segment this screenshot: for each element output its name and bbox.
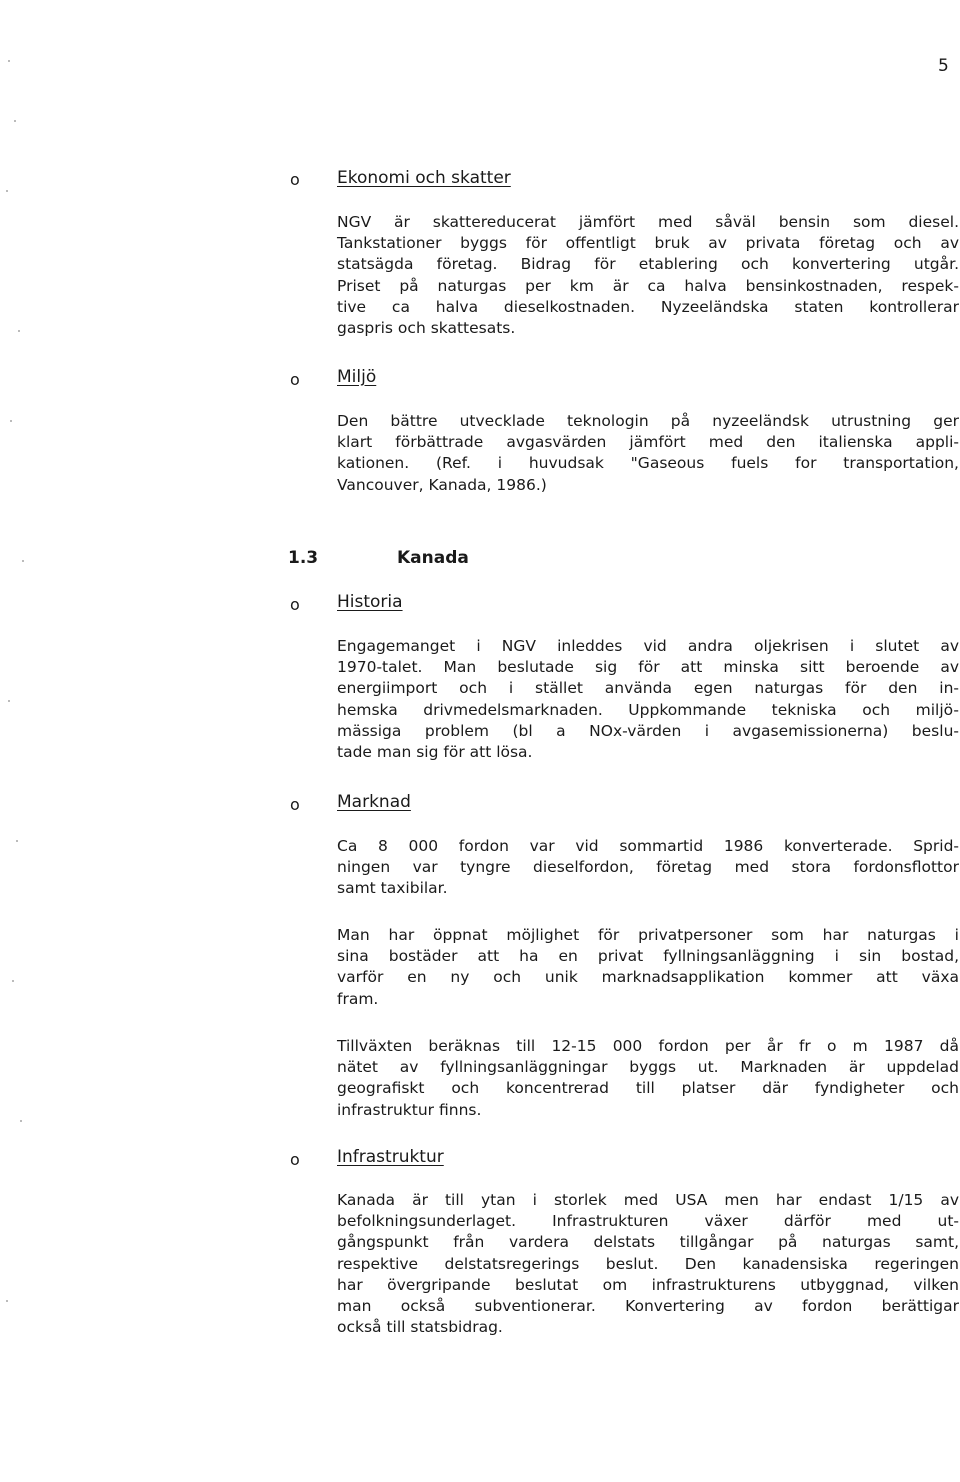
text-line: samt taxibilar. [337, 879, 448, 898]
text-line: statsägda företag. Bidrag för etablering och konvertering utgår. [337, 255, 959, 274]
paragraph-miljo [337, 411, 959, 496]
heading-marknad: Marknad [337, 792, 411, 812]
bullet-marker: o [290, 170, 300, 189]
paragraph-ekonomi [337, 212, 959, 339]
paragraph-marknad-2 [337, 925, 959, 1010]
text-line: infrastruktur finns. [337, 1100, 482, 1119]
section-title: Kanada [397, 548, 469, 568]
bullet-marker: o [290, 595, 300, 614]
text-line: tade man sig för att lösa. [337, 743, 533, 762]
text-line: befolkningsunderlaget. Infrastrukturen växer därför med ut- [337, 1212, 959, 1231]
text-line: tive ca halva dieselkostnaden. Nyzeeländska staten kontrollerar [337, 297, 959, 316]
heading-historia: Historia [337, 592, 403, 612]
text-line: Tankstationer byggs för offentligt bruk av privata företag och av [337, 234, 959, 253]
text-line: Priset på naturgas per km är ca halva bensinkostnaden, respek- [337, 276, 959, 295]
paragraph-marknad-1 [337, 836, 959, 900]
text-line: Tillväxten beräknas till 12-15 000 fordon per år fr o m 1987 då [337, 1037, 959, 1055]
page-number: 5 [938, 56, 949, 76]
text-line: sina bostäder att ha en privat fyllningsanläggning i sin bostad, [337, 947, 959, 966]
text-line: Ca 8 000 fordon var vid sommartid 1986 konverterade. Sprid- [337, 837, 959, 855]
text-line: gaspris och skattesats. [337, 319, 516, 338]
paragraph-infrastruktur [337, 1190, 959, 1338]
text-line: energiimport och i stället använda egen naturgas för den in- [337, 679, 959, 698]
text-line: NGV är skattereducerat jämfört med såväl bensin som diesel. [337, 213, 959, 231]
text-line: Engagemanget i NGV inleddes vid andra oljekrisen i slutet av [337, 637, 959, 655]
text-line: man också subventionerar. Konvertering av fordon berättigar [337, 1297, 959, 1316]
bullet-marker: o [290, 795, 300, 814]
heading-ekonomi: Ekonomi och skatter [337, 168, 511, 188]
text-line: mässiga problem (bl a NOx-värden i avgasemissionerna) beslu- [337, 721, 959, 740]
text-line: hemska drivmedelsmarknaden. Uppkommande tekniska och miljö- [337, 700, 959, 719]
text-line: geografiskt och koncentrerad till platser där fyndigheter och [337, 1079, 959, 1098]
paragraph-marknad-3 [337, 1036, 959, 1121]
text-line: varför en ny och unik marknadsapplikation kommer att växa [337, 968, 959, 987]
text-line: klart förbättrade avgasvärden jämfört med den italienska appli- [337, 433, 959, 452]
heading-infrastruktur: Infrastruktur [337, 1147, 444, 1167]
text-line: 1970-talet. Man beslutade sig för att minska sitt beroende av [337, 658, 959, 677]
text-line: gångspunkt från vardera delstats tillgångar på naturgas samt, [337, 1233, 959, 1252]
section-number: 1.3 [288, 548, 319, 568]
text-line: Den bättre utvecklade teknologin på nyzeeländsk utrustning ger [337, 412, 959, 430]
text-line: nätet av fyllningsanläggningar byggs ut. Marknaden är uppdelad [337, 1058, 959, 1077]
text-line: Man har öppnat möjlighet för privatpersoner som har naturgas i [337, 926, 959, 944]
text-line: respektive delstatsregerings beslut. Den kanadensiska regeringen [337, 1254, 959, 1273]
text-line: fram. [337, 989, 379, 1008]
text-line: Vancouver, Kanada, 1986.) [337, 475, 547, 494]
paragraph-historia [337, 636, 959, 763]
text-line: har övergripande beslutat om infrastrukturens utbyggnad, vilken [337, 1275, 959, 1294]
text-line: ningen var tyngre dieselfordon, företag med stora fordonsflottor [337, 858, 959, 877]
bullet-marker: o [290, 1150, 300, 1169]
text-line: också till statsbidrag. [337, 1318, 503, 1337]
text-line: kationen. (Ref. i huvudsak "Gaseous fuels for transportation, [337, 454, 959, 473]
heading-miljo: Miljö [337, 367, 377, 387]
text-line: Kanada är till ytan i storlek med USA men har endast 1/15 av [337, 1191, 959, 1209]
scan-margin-noise [0, 0, 40, 1482]
bullet-marker: o [290, 370, 300, 389]
